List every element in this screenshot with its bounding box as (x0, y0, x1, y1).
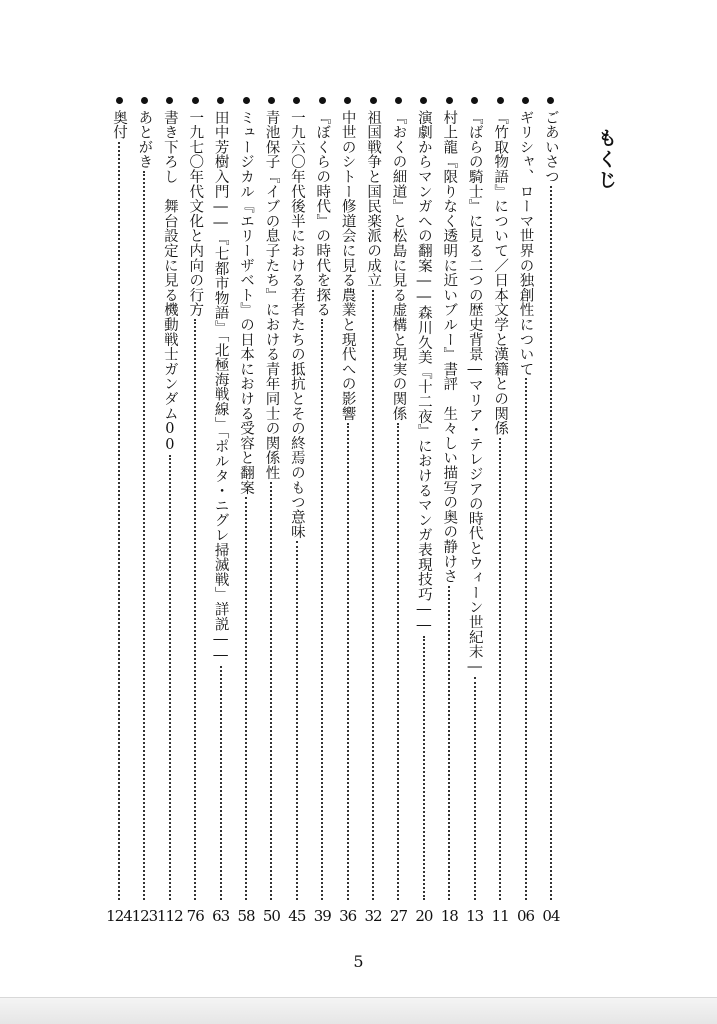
toc-entry-label: 田中芳樹入門――『七都市物語』「北極海戦線」「ポルタ・ニグレ掃滅戦」詳説―― (212, 110, 229, 664)
toc-entry (464, 88, 486, 930)
toc-entry (286, 88, 308, 930)
dot-leader (321, 319, 323, 900)
dot-leader (423, 636, 425, 900)
toc-entry-label: ギリシャ、ローマ世界の独創性について (517, 110, 534, 377)
dot-leader (270, 482, 272, 900)
toc-entry-label: 青池保子『イブの息子たち』における青年同士の関係性 (263, 110, 280, 480)
bullet-icon (293, 97, 300, 104)
dot-leader (499, 438, 501, 900)
toc-entry-page: 11 (491, 907, 509, 925)
toc-entry-page: 63 (212, 907, 230, 925)
toc-entry (362, 88, 384, 930)
toc-entry-page: 20 (415, 907, 433, 925)
dot-leader (245, 497, 247, 900)
toc-entry (413, 88, 435, 930)
toc-entry-page: 04 (542, 907, 560, 925)
bullet-icon (116, 97, 123, 104)
bullet-icon (243, 97, 250, 104)
bullet-icon (344, 97, 351, 104)
bullet-icon (497, 97, 504, 104)
dot-leader (525, 378, 527, 900)
bullet-icon (420, 97, 427, 104)
dot-leader (372, 290, 374, 900)
dot-leader (448, 586, 450, 900)
bullet-icon (370, 97, 377, 104)
toc-entry (311, 88, 333, 930)
toc-entry (235, 88, 257, 930)
bullet-icon (217, 97, 224, 104)
toc-entry-page: 76 (186, 907, 204, 925)
dot-leader (474, 677, 476, 900)
toc-entry-label: あとがき (136, 110, 153, 170)
toc-entry (387, 88, 409, 930)
toc-entry-label: 一九七〇年代文化と内向の行方 (187, 110, 204, 318)
bullet-icon (166, 97, 173, 104)
toc-entry-label: 奥付 (111, 110, 127, 140)
toc-entry-page: 36 (339, 907, 357, 925)
bullet-icon (395, 97, 402, 104)
bullet-icon (141, 97, 148, 104)
toc-entry-page: 06 (516, 907, 535, 925)
toc-entry-page: 50 (262, 907, 280, 925)
toc-entry (260, 88, 282, 930)
dot-leader (118, 142, 120, 900)
toc-entry-label: 一九六〇年代後半における若者たちの抵抗とその終焉のもつ意味 (288, 110, 305, 540)
toc-entry (337, 88, 359, 930)
toc-title: もくじ (595, 128, 617, 191)
bullet-icon (319, 97, 326, 104)
toc-entry-label: 『おくの細道』と松島に見る虚構と現実の関係 (390, 110, 407, 421)
toc-entry (489, 88, 511, 930)
dot-leader (169, 455, 171, 900)
bullet-icon (446, 97, 453, 104)
toc-entry-page: 123 (131, 907, 158, 925)
toc-entry (438, 88, 460, 930)
toc-entry (156, 88, 183, 930)
toc-entry-label: 『竹取物語』について／日本文学と漢籍との関係 (492, 110, 509, 436)
bullet-icon (268, 97, 275, 104)
toc-entry-page: 58 (237, 907, 255, 925)
toc-entry-page: 27 (389, 907, 408, 925)
toc-entry-label: 演劇からマンガへの翻案――森川久美『十二夜』におけるマンガ表現技巧―― (415, 110, 432, 634)
toc-entry (131, 88, 158, 930)
dot-leader (220, 666, 222, 900)
dot-leader (296, 541, 298, 900)
toc-entry-page: 124 (106, 907, 132, 925)
dot-leader (397, 423, 399, 900)
toc-entry-page: 32 (364, 907, 382, 925)
toc-entry-label: 『ぼくらの時代』の時代を探る (314, 110, 331, 318)
bullet-icon (471, 97, 478, 104)
toc-entry-page: 13 (466, 907, 484, 925)
dot-leader (143, 171, 145, 900)
toc-entry-label: 村上龍『限りなく透明に近いブルー』書評 生々しい描写の奥の静けさ (441, 110, 458, 584)
toc-entry-page: 18 (440, 907, 458, 925)
dot-leader (347, 423, 349, 900)
toc-entry (108, 88, 130, 930)
toc-entry-page: 45 (288, 907, 306, 925)
page-number: 5 (353, 952, 364, 971)
toc-entry-label: 『ばらの騎士』に見る二つの歴史背景―マリア・テレジアの時代とウィーン世紀末― (466, 110, 483, 676)
toc-entry-label: 書き下ろし 舞台設定に見る機動戦士ガンダム00 (161, 110, 178, 454)
toc-entry-label: 祖国戦争と国民楽派の成立 (365, 110, 382, 288)
toc-entry-page: 112 (156, 907, 183, 925)
toc-entry (210, 88, 232, 930)
toc-entry-label: ごあいさつ (542, 110, 559, 184)
toc-entry-page: 39 (313, 907, 331, 925)
toc-entry (515, 88, 537, 930)
toc-entry-label: 中世のシトー修道会に見る農業と現代への影響 (339, 110, 356, 421)
dot-leader (194, 319, 196, 900)
bullet-icon (522, 97, 529, 104)
toc-entry (540, 88, 562, 930)
bullet-icon (547, 97, 554, 104)
toc-entry (184, 88, 206, 930)
toc-entry-label: ミュージカル『エリーザベト』の日本における受容と翻案 (238, 110, 255, 495)
table-of-contents (108, 88, 562, 930)
dot-leader (550, 186, 552, 900)
page-bottom-edge (0, 997, 717, 1024)
bullet-icon (192, 97, 199, 104)
